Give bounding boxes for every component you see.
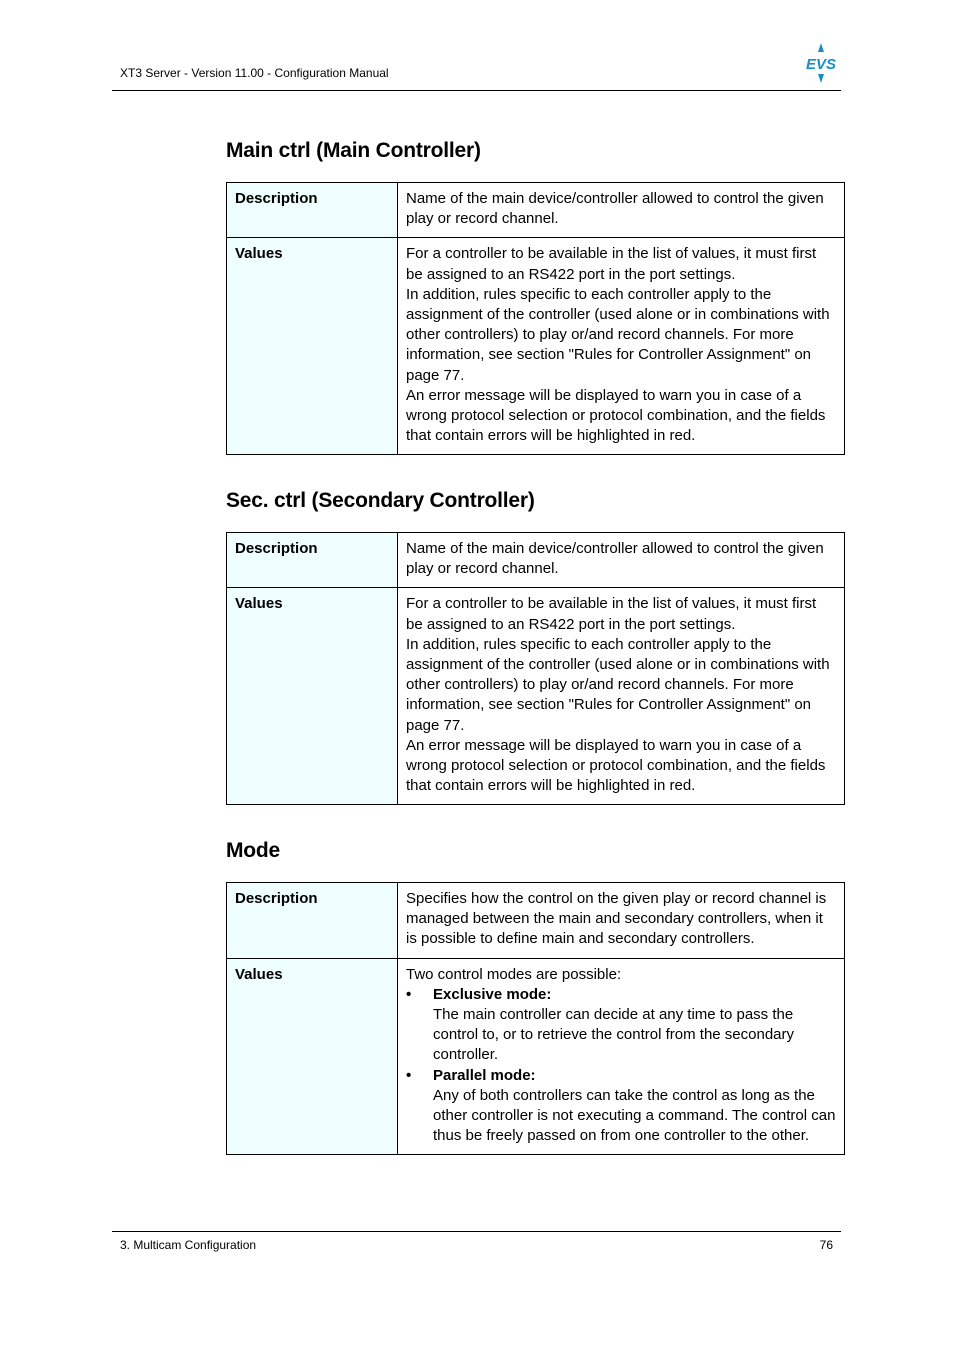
bullet-icon: •: [406, 1066, 412, 1084]
description-text: Specifies how the control on the given play or record channel is managed between the main and secondary controllers, when it is possible to define main and secondary controllers.: [398, 883, 845, 959]
heading-mode: Mode: [226, 839, 281, 862]
page-number: 76: [819, 1238, 833, 1252]
values-paragraph: For a controller to be available in the list of values, it must first be assigned to an RS422 port in the port settings.: [406, 595, 817, 633]
heading-sec-ctrl: Sec. ctrl (Secondary Controller): [226, 489, 535, 512]
values-paragraph: An error message will be displayed to warn you in case of a wrong protocol selection or protocol combination, and the fields that contain errors will be highlighted in red.: [406, 386, 826, 445]
values-paragraph: For a controller to be available in the list of values, it must first be assigned to an RS422 port in the port settings.: [406, 245, 817, 283]
footer-divider: [112, 1231, 841, 1232]
logo-text: EVS: [805, 56, 837, 73]
list-item: [406, 985, 836, 1066]
description-label: Description: [227, 183, 398, 238]
table-row: [227, 883, 845, 959]
running-header-title: XT3 Server - Version 11.00 - Configuration Manual: [120, 66, 389, 80]
description-label: Description: [227, 883, 398, 959]
values-paragraph: In addition, rules specific to each controller apply to the assignment of the controller (used alone or in combinations with other controllers) to play or/and record channels. For more information, see section "Rules for Controller Assignment" on page 77.: [406, 635, 830, 734]
values-paragraph: An error message will be displayed to warn you in case of a wrong protocol selection or protocol combination, and the fields that contain errors will be highlighted in red.: [406, 736, 826, 795]
mode-description: Any of both controllers can take the control as long as the other controller is not executing a command. The control can thus be freely passed on from one controller to the other.: [433, 1086, 836, 1145]
list-item: [406, 1066, 836, 1147]
table-row: [227, 183, 845, 238]
heading-main-ctrl: Main ctrl (Main Controller): [226, 139, 481, 162]
mode-table: [226, 882, 845, 1155]
table-row: [227, 533, 845, 588]
values-label: Values: [227, 588, 398, 805]
values-cell: [398, 958, 845, 1155]
values-intro: Two control modes are possible:: [406, 965, 622, 983]
values-paragraph: In addition, rules specific to each controller apply to the assignment of the controller (used alone or in combinations with other controllers) to play or/and record channels. For more information, see section "Rules for Controller Assignment" on page 77.: [406, 285, 830, 384]
values-label: Values: [227, 238, 398, 455]
header-divider: [112, 90, 841, 91]
mode-name: Exclusive mode:: [433, 985, 552, 1003]
mode-name: Parallel mode:: [433, 1066, 536, 1084]
sec-ctrl-table: [226, 532, 845, 805]
description-label: Description: [227, 533, 398, 588]
table-row: [227, 958, 845, 1155]
main-ctrl-table: [226, 182, 845, 455]
bullet-icon: •: [406, 985, 412, 1003]
description-text: Name of the main device/controller allowed to control the given play or record channel.: [398, 533, 845, 588]
values-cell: [398, 588, 845, 805]
footer-chapter: 3. Multicam Configuration: [120, 1238, 257, 1252]
description-text: Name of the main device/controller allowed to control the given play or record channel.: [398, 183, 845, 238]
values-label: Values: [227, 958, 398, 1155]
modes-list: [406, 985, 836, 1147]
values-cell: [398, 238, 845, 455]
mode-description: The main controller can decide at any time to pass the control to, or to retrieve the control from the secondary controller.: [433, 1006, 795, 1064]
table-row: [227, 238, 845, 455]
evs-logo: [804, 43, 838, 83]
table-row: [227, 588, 845, 805]
